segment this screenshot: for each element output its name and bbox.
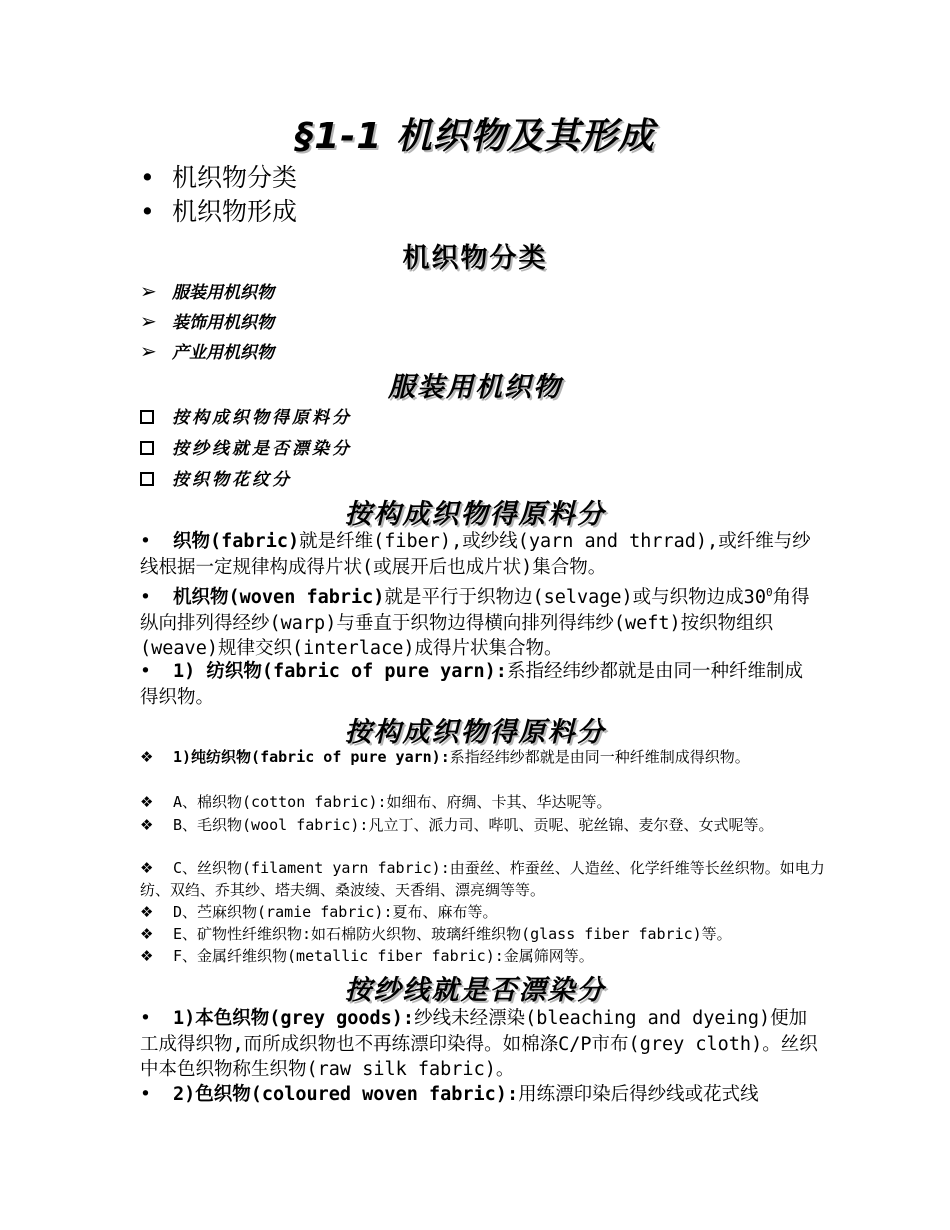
arrow-list-item	[140, 338, 274, 363]
term: 2)色织物(coloured woven fabric):	[173, 1084, 519, 1105]
definition: 纱线未经漂染(bleaching and dyeing)便加工成得织物,而所成织物也不再练漂印染得。如棉涤C/P市布(grey cloth)。丝织中本色织物称生织物(raw silk fabric)。	[140, 1008, 818, 1080]
diamond-list-item	[140, 746, 830, 768]
intro-bullet-text: 机织物形成	[172, 197, 298, 226]
arrow-list-text: 产业用机织物	[172, 343, 274, 363]
definition: 就是平行于织物边(selvage)或与织物边成30	[384, 587, 766, 609]
list-text: B、毛织物(wool fabric):凡立丁、派力司、哔叽、贡呢、驼丝锦、麦尔登、女式呢等。	[173, 816, 774, 834]
list-text: E、矿物性纤维织物:如石棉防火织物、玻璃纤维织物(glass fiber fabric)等。	[173, 925, 732, 943]
term: 机织物(woven fabric)	[173, 587, 385, 609]
definition: 就是纤维(fiber),或纱线(yarn and thrrad),或纤维与纱线根据一定规律构成得片状(或展开后也成片状)集合物。	[140, 531, 811, 578]
definition: 用练漂印染后得纱线或花式线	[518, 1084, 759, 1105]
heading-classification: 机织物分类	[402, 243, 548, 274]
intro-bullet-text: 机织物分类	[172, 163, 298, 192]
bullet-marker: •	[140, 587, 151, 609]
diamond-list-item	[140, 923, 840, 945]
term: 1)本色织物(grey goods):	[173, 1008, 415, 1029]
paragraph-pure-yarn	[140, 659, 820, 710]
checkbox-list-item	[140, 403, 352, 428]
definition: 角得纵向排列得经纱(warp)与垂直于织物边得横向排列得纬纱(weft)按织物组织(weave)规律交织(interlace)成得片状集合物。	[140, 587, 810, 660]
diamond-list-item	[140, 814, 830, 836]
bullet-marker: •	[140, 661, 151, 682]
definition: 系指经纬纱都就是由同一种纤维制成得织物。	[140, 661, 803, 708]
paragraph-fabric	[140, 529, 820, 580]
diamond-list-item	[140, 857, 830, 901]
diamond-icon: ❖	[140, 793, 154, 811]
list-text: C、丝织物(filament yarn fabric):由蚕丝、柞蚕丝、人造丝、化学纤维等长丝织物。如电力纺、双绉、乔其纱、塔夫绸、桑波绫、天香绢、漂亮绸等等。	[140, 859, 825, 899]
checkbox-list-text: 按构成织物得原料分	[172, 408, 352, 428]
diamond-icon: ❖	[140, 947, 154, 965]
paragraph-coloured-fabric	[140, 1082, 820, 1108]
checkbox-list-item	[140, 434, 352, 459]
checkbox-list-text: 按纱线就是否漂染分	[172, 439, 352, 459]
diamond-icon: ❖	[140, 748, 154, 766]
arrow-list-item	[140, 278, 274, 303]
bullet-marker: •	[140, 1008, 151, 1029]
bullet-marker: •	[140, 163, 155, 192]
list-text: F、金属纤维织物(metallic fiber fabric):金属筛网等。	[173, 947, 594, 965]
list-text: A、棉织物(cotton fabric):如细布、府绸、卡其、华达呢等。	[173, 793, 612, 811]
paragraph-grey-goods	[140, 1006, 820, 1083]
list-text: D、苎麻织物(ramie fabric):夏布、麻布等。	[173, 903, 498, 921]
diamond-icon: ❖	[140, 816, 154, 834]
square-icon	[140, 410, 154, 424]
arrow-list-text: 装饰用机织物	[172, 313, 274, 333]
heading-material: 按构成织物得原料分	[344, 499, 606, 530]
square-icon	[140, 441, 154, 455]
bullet-marker: •	[140, 197, 155, 226]
term: 织物(fabric)	[173, 531, 300, 552]
checkbox-list-text: 按织物花纹分	[172, 470, 292, 490]
intro-bullet	[140, 158, 297, 194]
arrow-icon: ➢	[140, 279, 157, 303]
square-icon	[140, 472, 154, 486]
bullet-marker: •	[140, 1084, 151, 1105]
heading-dye: 按纱线就是否漂染分	[344, 975, 606, 1006]
arrow-icon: ➢	[140, 309, 157, 333]
heading-apparel: 服装用机织物	[388, 372, 562, 403]
term: 1)纯纺织物(fabric of pure yarn):	[173, 748, 450, 766]
diamond-list-item	[140, 791, 830, 813]
diamond-icon: ❖	[140, 903, 154, 921]
arrow-icon: ➢	[140, 339, 157, 363]
heading-material-2: 按构成织物得原料分	[344, 717, 606, 748]
intro-bullet	[140, 192, 297, 228]
diamond-list-item	[140, 945, 830, 967]
paragraph-woven-fabric	[140, 580, 820, 662]
diamond-icon: ❖	[140, 925, 154, 943]
diamond-icon: ❖	[140, 859, 154, 877]
page-title: §1-1 机织物及其形成	[295, 116, 655, 157]
definition: 系指经纬纱都就是由同一种纤维制成得织物。	[449, 748, 750, 766]
term: 1) 纺织物(fabric of pure yarn):	[173, 661, 507, 682]
arrow-list-text: 服装用机织物	[172, 283, 274, 303]
degree-superscript: 0	[765, 586, 773, 599]
diamond-list-item	[140, 901, 830, 923]
arrow-list-item	[140, 308, 274, 333]
checkbox-list-item	[140, 465, 292, 490]
bullet-marker: •	[140, 531, 151, 552]
